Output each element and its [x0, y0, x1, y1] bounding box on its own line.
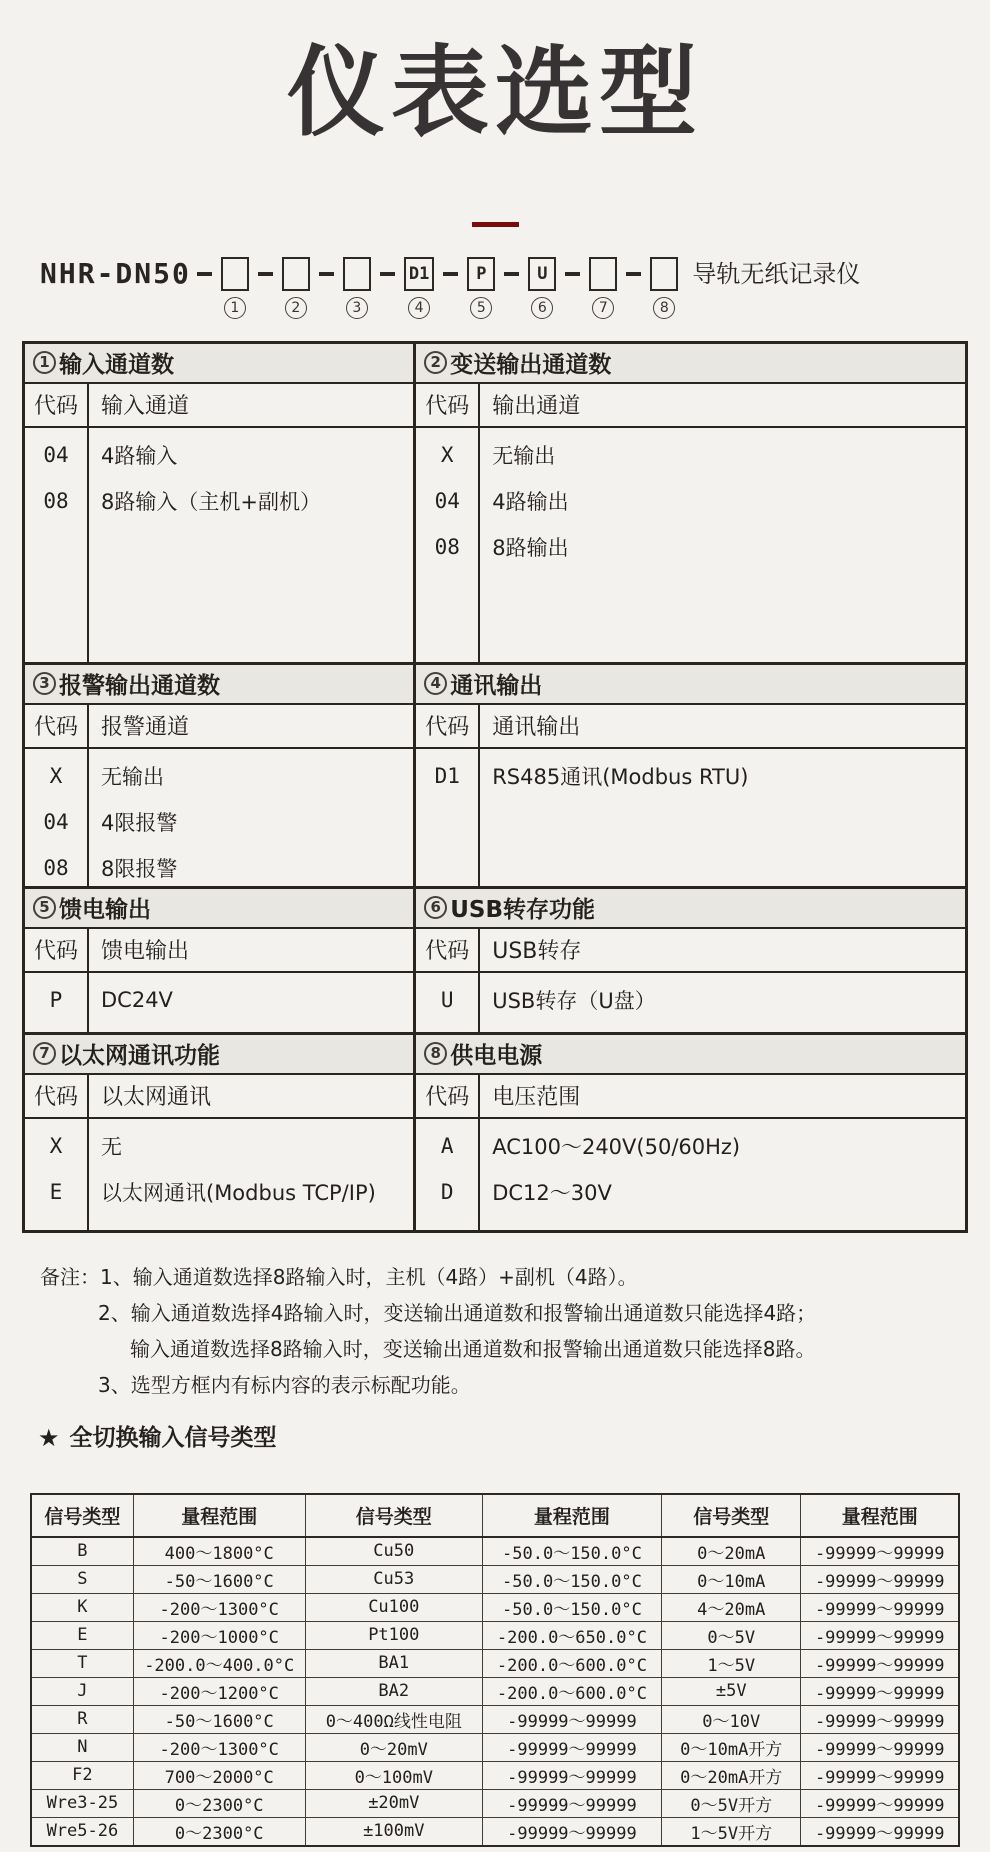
section-number-2: 2 [424, 351, 447, 374]
signal-cell: 0～100mV [305, 1761, 482, 1789]
signal-cell: 700～2000°C [133, 1761, 305, 1789]
model-slots [197, 257, 678, 319]
code-column-header: 代码 [416, 929, 480, 971]
title-divider [472, 222, 519, 227]
signal-cell: -99999～99999 [801, 1733, 959, 1761]
desc-column [480, 973, 965, 1032]
desc-value: 8路输出 [492, 535, 569, 560]
signal-cell: 0～5V [661, 1621, 801, 1649]
model-slot-8 [650, 257, 678, 319]
signal-cell: -99999～99999 [801, 1621, 959, 1649]
signal-cell: ±5V [661, 1677, 801, 1705]
section-6 [413, 886, 965, 1032]
signal-cell: Wre3-25 [31, 1789, 133, 1817]
section-body-2 [416, 428, 965, 662]
section-7 [25, 1032, 413, 1230]
section-title-4: 通讯输出 [450, 673, 543, 700]
signal-cell: Cu100 [305, 1593, 482, 1621]
desc-column [480, 749, 965, 886]
model-slot-7 [589, 257, 617, 319]
code-value: 04 [43, 442, 69, 467]
signal-cell: -200～1300°C [133, 1593, 305, 1621]
desc-column-header: 电压范围 [492, 1085, 581, 1111]
section-subheader-2 [416, 384, 965, 428]
desc-value: 无输出 [101, 764, 164, 789]
code-value: X [49, 763, 63, 788]
section-title-8: 供电电源 [450, 1043, 543, 1070]
section-header-6 [416, 889, 965, 929]
desc-column-header: 以太网通讯 [101, 1085, 212, 1111]
signal-cell: ±20mV [305, 1789, 482, 1817]
desc-column [89, 1119, 413, 1230]
signal-cell: -99999～99999 [801, 1789, 959, 1817]
desc-value: 4路输入 [101, 443, 178, 468]
signal-cell: -200.0～600.0°C [482, 1649, 661, 1677]
model-code-box-5: P [467, 257, 495, 291]
section-subheader-5 [25, 929, 413, 973]
section-body-6 [416, 973, 965, 1032]
code-column [416, 973, 480, 1032]
signal-row [31, 1817, 959, 1846]
signal-cell: Cu53 [305, 1565, 482, 1593]
signal-header-cell: 量程范围 [482, 1494, 661, 1537]
section-number-7: 7 [33, 1042, 56, 1065]
section-header-4 [416, 665, 965, 705]
signal-cell: -99999～99999 [801, 1761, 959, 1789]
signal-cell: J [31, 1677, 133, 1705]
model-code-box-1 [221, 257, 249, 291]
section-5 [25, 886, 413, 1032]
signal-cell: -50.0～150.0°C [482, 1537, 661, 1566]
signal-cell: -200～1300°C [133, 1733, 305, 1761]
desc-column-header: 报警通道 [101, 715, 190, 741]
section-header-5 [25, 889, 413, 929]
signal-cell: 0～20mA开方 [661, 1761, 801, 1789]
desc-value: AC100～240V(50/60Hz) [492, 1134, 741, 1159]
model-code-box-7 [589, 257, 617, 291]
code-column [25, 749, 89, 886]
signal-table-body [31, 1537, 959, 1846]
note-line: 备注：1、输入通道数选择8路输入时，主机（4路）+副机（4路）。 [40, 1264, 638, 1289]
model-suffix: 导轨无纸记录仪 [692, 259, 861, 288]
position-number-5: 5 [470, 297, 492, 319]
signal-cell: -99999～99999 [482, 1705, 661, 1733]
code-column-header: 代码 [25, 705, 89, 747]
section-body-3 [25, 749, 413, 886]
signal-cell: -99999～99999 [482, 1761, 661, 1789]
dash-separator [626, 272, 641, 276]
code-value: D1 [434, 763, 460, 788]
signal-cell: -99999～99999 [801, 1565, 959, 1593]
signal-cell: -99999～99999 [801, 1649, 959, 1677]
signal-header-row [31, 1494, 959, 1537]
signal-row [31, 1705, 959, 1733]
code-value: X [49, 1133, 63, 1158]
desc-column-header: USB转存 [492, 939, 582, 965]
signal-title-text: 全切换输入信号类型 [69, 1424, 277, 1451]
code-value: D [440, 1179, 454, 1204]
position-number-7: 7 [592, 297, 614, 319]
dash-separator [258, 272, 273, 276]
signal-header-cell: 信号类型 [31, 1494, 133, 1537]
signal-section-title [38, 1423, 990, 1453]
signal-row [31, 1621, 959, 1649]
section-subheader-3 [25, 705, 413, 749]
dash-separator [380, 272, 395, 276]
section-2 [413, 344, 965, 662]
desc-value: DC12～30V [492, 1180, 612, 1205]
signal-cell: S [31, 1565, 133, 1593]
signal-type-table [30, 1493, 960, 1847]
position-number-6: 6 [531, 297, 553, 319]
signal-cell: -50～1600°C [133, 1565, 305, 1593]
signal-row [31, 1761, 959, 1789]
signal-cell: 1～5V开方 [661, 1817, 801, 1846]
signal-header-cell: 量程范围 [801, 1494, 959, 1537]
position-number-3: 3 [346, 297, 368, 319]
signal-cell: -200～1000°C [133, 1621, 305, 1649]
signal-table-head [31, 1494, 959, 1537]
signal-row [31, 1649, 959, 1677]
signal-cell: -200.0～650.0°C [482, 1621, 661, 1649]
section-title-3: 报警输出通道数 [59, 673, 220, 700]
signal-cell: 400～1800°C [133, 1537, 305, 1566]
section-body-5 [25, 973, 413, 1032]
signal-cell: 0～20mA [661, 1537, 801, 1566]
desc-value: 无 [101, 1134, 122, 1159]
section-subheader-4 [416, 705, 965, 749]
desc-value: 以太网通讯(Modbus TCP/IP) [101, 1180, 376, 1205]
code-column-header: 代码 [25, 929, 89, 971]
desc-value: RS485通讯(Modbus RTU) [492, 764, 749, 789]
code-value: 04 [43, 809, 69, 834]
signal-row [31, 1537, 959, 1566]
notes-block [40, 1259, 990, 1403]
code-column [416, 428, 480, 662]
model-slot-2 [282, 257, 310, 319]
section-header-8 [416, 1035, 965, 1075]
section-4 [413, 662, 965, 886]
code-value: 04 [434, 488, 460, 513]
signal-cell: F2 [31, 1761, 133, 1789]
desc-column [89, 428, 413, 662]
section-number-8: 8 [424, 1042, 447, 1065]
position-number-2: 2 [285, 297, 307, 319]
section-subheader-7 [25, 1075, 413, 1119]
desc-value: USB转存（U盘） [492, 988, 656, 1013]
signal-header-cell: 信号类型 [305, 1494, 482, 1537]
signal-header-cell: 信号类型 [661, 1494, 801, 1537]
code-column [25, 428, 89, 662]
signal-cell: B [31, 1537, 133, 1566]
signal-cell: -99999～99999 [801, 1677, 959, 1705]
signal-cell: -200.0～600.0°C [482, 1677, 661, 1705]
section-title-2: 变送输出通道数 [450, 352, 612, 379]
signal-header-cell: 量程范围 [133, 1494, 305, 1537]
model-slot-6 [528, 257, 556, 319]
section-title-5: 馈电输出 [59, 897, 151, 924]
signal-row [31, 1733, 959, 1761]
signal-cell: E [31, 1621, 133, 1649]
signal-cell: ±100mV [305, 1817, 482, 1846]
signal-cell: -99999～99999 [482, 1789, 661, 1817]
model-code-box-6: U [528, 257, 556, 291]
page-title: 仪表选型 [286, 36, 703, 150]
note-line: 3、选型方框内有标内容的表示标配功能。 [98, 1372, 471, 1397]
signal-cell: -50.0～150.0°C [482, 1565, 661, 1593]
signal-cell: 0～5V开方 [661, 1789, 801, 1817]
section-title-6: USB转存功能 [450, 897, 595, 924]
code-value: E [49, 1179, 63, 1204]
model-code-box-3 [343, 257, 371, 291]
section-header-3 [25, 665, 413, 705]
model-code-box-8 [650, 257, 678, 291]
signal-cell: -99999～99999 [482, 1733, 661, 1761]
code-value: A [440, 1133, 454, 1158]
desc-column-header: 输出通道 [492, 394, 581, 420]
section-3 [25, 662, 413, 886]
signal-cell: -50.0～150.0°C [482, 1593, 661, 1621]
signal-cell: 0～10V [661, 1705, 801, 1733]
signal-cell: -99999～99999 [801, 1705, 959, 1733]
model-code-line [40, 257, 990, 319]
signal-row [31, 1677, 959, 1705]
signal-cell: 0～20mV [305, 1733, 482, 1761]
code-value: U [440, 987, 454, 1012]
dash-separator [319, 272, 334, 276]
position-number-4: 4 [408, 297, 430, 319]
ordering-spec-table [22, 341, 968, 1233]
signal-cell: 4～20mA [661, 1593, 801, 1621]
section-title-7: 以太网通讯功能 [59, 1043, 220, 1070]
section-header-7 [25, 1035, 413, 1075]
dash-separator [504, 272, 519, 276]
desc-column-header: 输入通道 [101, 394, 190, 420]
code-column-header: 代码 [416, 1075, 480, 1117]
model-slot-3 [343, 257, 371, 319]
signal-row [31, 1565, 959, 1593]
code-column [416, 1119, 480, 1230]
signal-cell: 0～10mA开方 [661, 1733, 801, 1761]
section-body-8 [416, 1119, 965, 1230]
code-column [416, 749, 480, 886]
section-number-6: 6 [424, 896, 447, 919]
signal-cell: 0～400Ω线性电阻 [305, 1705, 482, 1733]
desc-value: 无输出 [492, 443, 556, 468]
code-value: 08 [43, 488, 69, 513]
signal-cell: 0～2300°C [133, 1817, 305, 1846]
signal-cell: -99999～99999 [482, 1817, 661, 1846]
signal-cell: Cu50 [305, 1537, 482, 1566]
dash-separator [565, 272, 580, 276]
signal-cell: -99999～99999 [801, 1593, 959, 1621]
model-slot-4 [404, 257, 434, 319]
section-body-4 [416, 749, 965, 886]
dash-separator [443, 272, 458, 276]
position-number-1: 1 [224, 297, 246, 319]
section-subheader-8 [416, 1075, 965, 1119]
desc-column-header: 馈电输出 [101, 939, 190, 965]
signal-cell: K [31, 1593, 133, 1621]
code-value: X [440, 442, 454, 467]
desc-value: 4路输出 [492, 489, 569, 514]
signal-cell: Pt100 [305, 1621, 482, 1649]
code-column [25, 973, 89, 1032]
section-number-5: 5 [33, 896, 56, 919]
section-header-1 [25, 344, 413, 384]
model-slot-5 [467, 257, 495, 319]
desc-column [89, 749, 413, 886]
note-line: 输入通道数选择8路输入时，变送输出通道数和报警输出通道数只能选择8路。 [130, 1336, 816, 1361]
signal-cell: Wre5-26 [31, 1817, 133, 1846]
section-body-1 [25, 428, 413, 662]
model-code-box-4: D1 [404, 257, 434, 291]
signal-cell: -99999～99999 [801, 1537, 959, 1566]
position-number-8: 8 [653, 297, 675, 319]
signal-cell: 0～2300°C [133, 1789, 305, 1817]
signal-cell: R [31, 1705, 133, 1733]
section-subheader-6 [416, 929, 965, 973]
desc-column [480, 428, 965, 662]
model-slot-1 [221, 257, 249, 319]
code-column [25, 1119, 89, 1230]
desc-value: 8限报警 [101, 856, 178, 881]
signal-cell: -200.0～400.0°C [133, 1649, 305, 1677]
signal-cell: T [31, 1649, 133, 1677]
code-value: P [49, 987, 63, 1012]
section-number-3: 3 [33, 672, 56, 695]
signal-cell: BA1 [305, 1649, 482, 1677]
desc-column [480, 1119, 965, 1230]
star-icon: ★ [38, 1423, 60, 1452]
section-number-1: 1 [33, 351, 56, 374]
desc-column [89, 973, 413, 1032]
signal-row [31, 1593, 959, 1621]
code-column-header: 代码 [25, 384, 89, 426]
signal-cell: 0～10mA [661, 1565, 801, 1593]
desc-value: DC24V [101, 987, 173, 1012]
desc-column-header: 通讯输出 [492, 715, 581, 741]
signal-cell: N [31, 1733, 133, 1761]
signal-cell: BA2 [305, 1677, 482, 1705]
note-line: 2、输入通道数选择4路输入时，变送输出通道数和报警输出通道数只能选择4路； [98, 1300, 817, 1325]
section-number-4: 4 [424, 672, 447, 695]
section-subheader-1 [25, 384, 413, 428]
signal-cell: -50～1600°C [133, 1705, 305, 1733]
section-8 [413, 1032, 965, 1230]
code-value: 08 [434, 534, 460, 559]
section-header-2 [416, 344, 965, 384]
model-prefix: NHR-DN50 [40, 256, 191, 290]
section-body-7 [25, 1119, 413, 1230]
code-column-header: 代码 [416, 705, 480, 747]
section-title-1: 输入通道数 [59, 352, 174, 379]
model-code-box-2 [282, 257, 310, 291]
dash-separator [197, 272, 212, 276]
desc-value: 4限报警 [101, 810, 178, 835]
signal-row [31, 1789, 959, 1817]
signal-cell: 1～5V [661, 1649, 801, 1677]
signal-cell: -99999～99999 [801, 1817, 959, 1846]
section-1 [25, 344, 413, 662]
code-value: 08 [43, 855, 69, 880]
signal-cell: -200～1200°C [133, 1677, 305, 1705]
code-column-header: 代码 [416, 384, 480, 426]
code-column-header: 代码 [25, 1075, 89, 1117]
desc-value: 8路输入（主机+副机） [101, 489, 321, 514]
